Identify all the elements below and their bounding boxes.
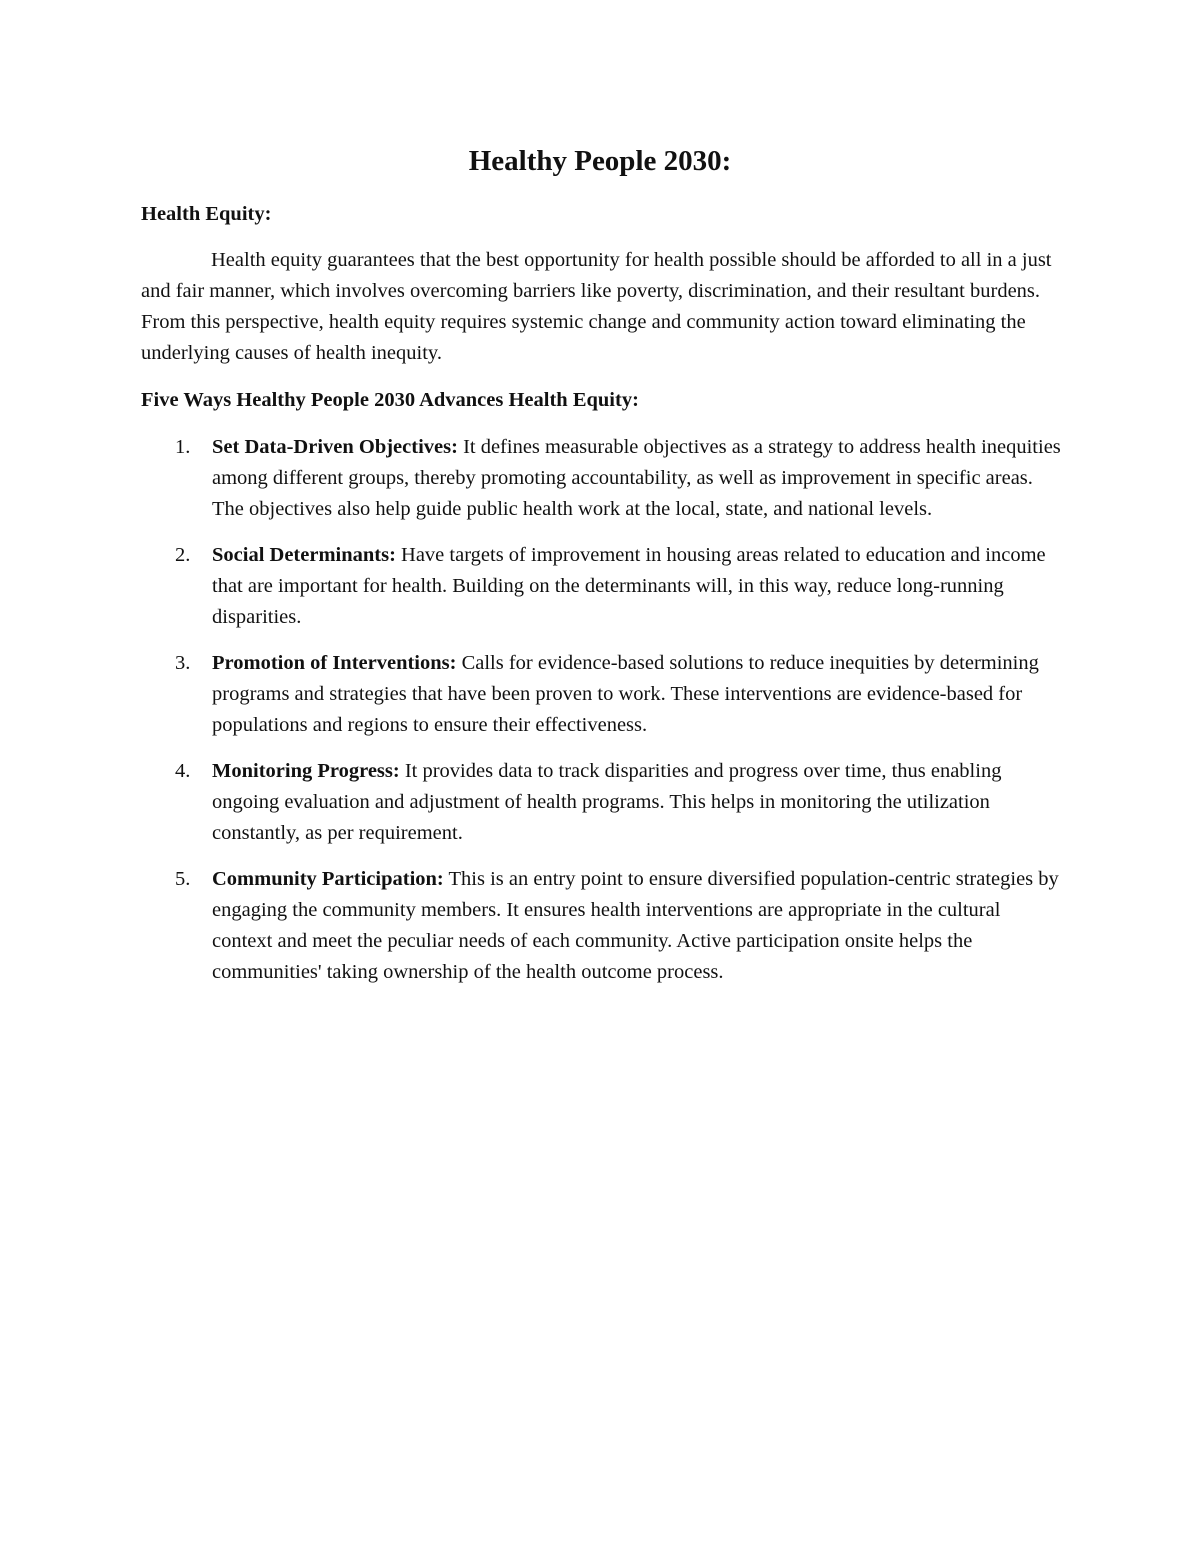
- item-number: 3.: [175, 652, 191, 674]
- item-number: 2.: [175, 544, 191, 566]
- advances-list: [141, 432, 1061, 1003]
- list-item-2: [141, 540, 1061, 633]
- list-item-5: [141, 864, 1061, 988]
- item-text: It provides data to track disparities and progress over time, thus enabling ongoing evaluation and adjustment of health programs. This helps in monitoring the utilization constantly, as per requirement.: [212, 760, 1002, 844]
- document-title: Healthy People 2030:: [468, 145, 732, 177]
- intro-paragraph: Health equity guarantees that the best opportunity for health possible should be afforded to all in a just and fair manner, which involves overcoming barriers like poverty, discrimination, and their resultant burdens. From this perspective, health equity requires systemic change and community action toward eliminating the underlying causes of health inequity.: [141, 249, 1052, 364]
- item-number: 4.: [175, 760, 191, 782]
- item-number: 1.: [175, 436, 191, 458]
- item-text: It defines measurable objectives as a strategy to address health inequities among different groups, thereby promoting accountability, as well as improvement in specific areas. The objectives also help guide public health work at the local, state, and national levels.: [212, 436, 1061, 520]
- section-heading-health-equity: Health Equity:: [141, 203, 272, 225]
- list-item-1: [141, 432, 1061, 525]
- item-number: 5.: [175, 868, 191, 890]
- list-item-4: [141, 756, 1061, 849]
- list-item-3: [141, 648, 1061, 741]
- item-title: Social Determinants:: [212, 544, 396, 566]
- item-title: Promotion of Interventions:: [212, 652, 457, 674]
- item-title: Set Data-Driven Objectives:: [212, 436, 458, 458]
- item-title: Monitoring Progress:: [212, 760, 400, 782]
- item-title: Community Participation:: [212, 868, 444, 890]
- item-text: Have targets of improvement in housing areas related to education and income that are important for health. Building on the determinants will, in this way, reduce long-running disparities.: [212, 544, 1046, 628]
- list-heading: Five Ways Healthy People 2030 Advances Health Equity:: [141, 389, 639, 411]
- item-text: This is an entry point to ensure diversified population-centric strategies by engaging the community members. It ensures health interventions are appropriate in the cultural context and meet the peculiar needs of each community. Active participation onsite helps the communities' taking ownership of the health outcome process.: [212, 868, 1059, 983]
- item-text: Calls for evidence-based solutions to reduce inequities by determining programs and strategies that have been proven to work. These interventions are evidence-based for populations and regions to ensure their effectiveness.: [212, 652, 1039, 736]
